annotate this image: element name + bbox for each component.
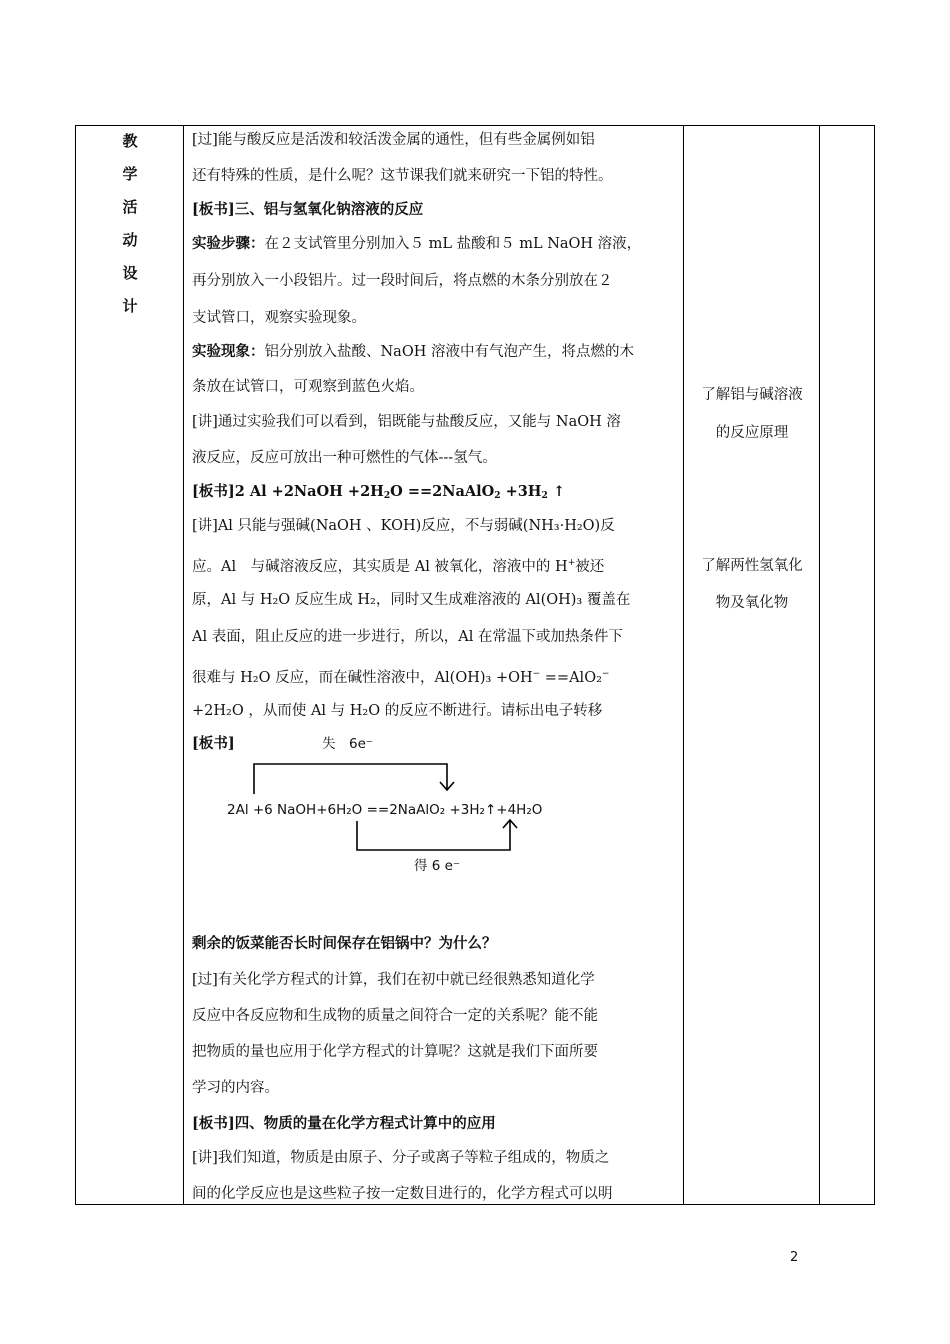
text-line: 原，Al 与 H₂O 反应生成 H₂，同时又生成难溶液的 Al(OH)₃ 覆盖在 <box>192 592 631 608</box>
text-line: +2H₂O ，从而使 Al 与 H₂O 的反应不断进行。请标出电子转移 <box>192 703 603 719</box>
text-line: 液反应，反应可放出一种可燃性的气体---氢气。 <box>192 450 497 466</box>
label-phenomenon: 实验现象： <box>192 343 265 360</box>
electron-equation: 2Al +6 NaOH+6H₂O ==2NaAlO₂ +3H₂↑+4H₂O <box>227 802 543 818</box>
superscript: − <box>601 669 610 679</box>
text-line: 再分别放入一小段铝片。过一段时间后，将点燃的木条分别放在２ <box>192 273 613 289</box>
board-label: [板书] <box>192 735 235 752</box>
board-heading: [板书]三、铝与氢氧化钠溶液的反应 <box>192 201 424 218</box>
eq-sub: 2 <box>494 491 501 501</box>
text-line: 支试管口，观察实验现象。 <box>192 310 366 326</box>
text-span: 在２支试管里分别加入５ mL 盐酸和５ mL NaOH 溶液， <box>264 236 642 252</box>
column-divider <box>683 126 684 1204</box>
eq-part: [板书]2 Al +2NaOH +2H <box>192 483 384 500</box>
text-line <box>192 664 609 688</box>
eq-part: O ==2NaAlO <box>390 483 495 500</box>
text-line: [过]能与酸反应是活泼和较活泼金属的通性，但有些金属例如铝 <box>192 132 595 148</box>
electron-gained-label: 得 6 e⁻ <box>414 858 461 874</box>
text-line: [讲]我们知道，物质是由原子、分子或离子等粒子组成的，物质之 <box>192 1150 610 1166</box>
text-line: 间的化学反应也是这些粒子按一定数目进行的，化学方程式可以明 <box>192 1186 613 1202</box>
lesson-table <box>75 125 875 1205</box>
eq-part: +3H <box>500 483 542 500</box>
text-span: 铝分别放入盐酸、NaOH 溶液中有气泡产生，将点燃的木 <box>264 344 634 360</box>
text-line: 条放在试管口，可观察到蓝色火焰。 <box>192 379 424 395</box>
objective-note: 了解铝与碱溶液 <box>701 387 803 403</box>
text-span: 很难与 H₂O 反应，而在碱性溶液中，Al(OH)₃ +OH <box>192 670 533 686</box>
electron-lost-label: 失 6e⁻ <box>322 736 374 752</box>
side-char: 动 <box>122 231 138 249</box>
text-line: 把物质的量也应用于化学方程式的计算呢？这就是我们下面所要 <box>192 1044 598 1060</box>
column-divider <box>183 126 184 1204</box>
text-span: 被还 <box>575 559 605 575</box>
text-line: 反应中各反应物和生成物的质量之间符合一定的关系呢？能不能 <box>192 1008 598 1024</box>
gain-bracket <box>357 821 510 850</box>
text-line: Al 表面，阻止反应的进一步进行，所以，Al 在常温下或加热条件下 <box>192 629 623 645</box>
question: 剩余的饭菜能否长时间保存在铝锅中？为什么？ <box>192 935 497 952</box>
objective-note: 的反应原理 <box>715 425 789 441</box>
objective-note: 了解两性氢氧化 <box>701 558 803 574</box>
text-line <box>192 234 641 254</box>
side-char: 教 <box>122 132 138 150</box>
side-char: 学 <box>122 165 138 183</box>
text-line <box>192 553 604 577</box>
text-line: 学习的内容。 <box>192 1080 279 1096</box>
text-line: 还有特殊的性质，是什么呢？这节课我们就来研究一下铝的特性。 <box>192 168 613 184</box>
text-line: [讲]通过实验我们可以看到，铝既能与盐酸反应，又能与 NaOH 溶 <box>192 414 621 430</box>
text-line: [过]有关化学方程式的计算，我们在初中就已经很熟悉知道化学 <box>192 972 595 988</box>
text-span: ==AlO₂ <box>540 670 602 686</box>
eq-part: ↑ <box>547 483 565 500</box>
text-span: 应。Al 与碱溶液反应，其实质是 Al 被氧化，溶液中的 H <box>192 559 568 575</box>
column-divider <box>819 126 820 1204</box>
board-equation <box>192 482 565 506</box>
text-line <box>192 342 634 362</box>
page-number: 2 <box>790 1250 799 1265</box>
superscript: + <box>567 558 576 568</box>
board-heading: [板书]四、物质的量在化学方程式计算中的应用 <box>192 1115 496 1132</box>
superscript: − <box>532 669 541 679</box>
label-steps: 实验步骤： <box>192 235 265 252</box>
eq-sub: 2 <box>383 491 391 501</box>
text-line: [讲]Al 只能与强碱(NaOH 、KOH)反应，不与弱碱(NH₃·H₂O)反 <box>192 518 615 534</box>
lose-bracket <box>254 764 447 794</box>
objective-note: 物及氧化物 <box>715 595 789 611</box>
eq-sub: 2 <box>541 491 548 501</box>
side-char: 活 <box>122 198 138 216</box>
side-char: 计 <box>122 297 138 315</box>
side-char: 设 <box>122 264 138 282</box>
